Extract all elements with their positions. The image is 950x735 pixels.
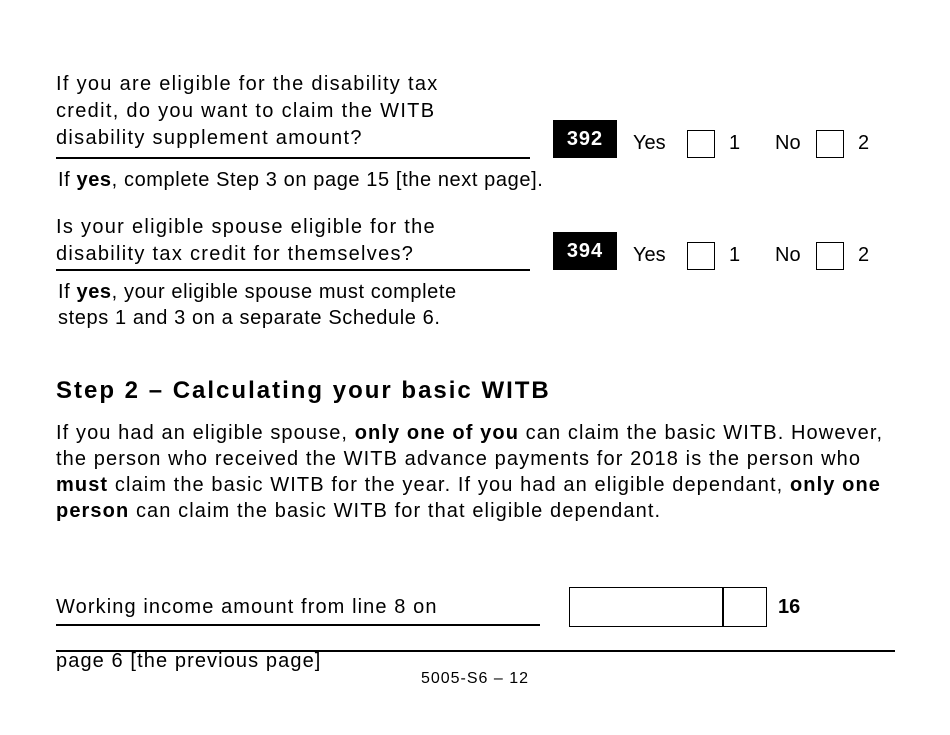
q394-no-label: No <box>775 244 801 266</box>
q394-no-value: 2 <box>858 244 870 266</box>
question-394-text: Is your eligible spouse eligible for the disability tax credit for themselves? <box>56 216 436 265</box>
q392-no-label: No <box>775 132 801 154</box>
line-16-cents-field[interactable] <box>722 587 767 627</box>
line-16-label-line1: Working income amount from line 8 on <box>56 596 438 618</box>
question-394-underline <box>56 269 530 271</box>
q392-yes-checkbox[interactable] <box>687 130 715 158</box>
question-392-text: If you are eligible for the disability tax credit, do you want to claim the WITB disability supplement amount? <box>56 73 439 149</box>
step-2-paragraph <box>56 420 886 524</box>
step-2-text-4: can claim the basic WITB for that eligible dependant. <box>129 500 662 522</box>
q392-note <box>58 167 543 193</box>
step-2-bold-3: only one person <box>56 474 882 522</box>
q392-yes-label: Yes <box>633 132 666 154</box>
step-2-text-3: claim the basic WITB for the year. If you had an eligible dependant, <box>108 474 790 496</box>
step-2-heading: Step 2 – Calculating your basic WITB <box>56 377 551 404</box>
q394-note-bold: yes <box>76 281 112 303</box>
q394-note-line2: steps 1 and 3 on a separate Schedule 6. <box>58 307 441 329</box>
step-2-bold-2: must <box>56 474 109 496</box>
step-2-text-2: can claim the basic WITB. However, the person who received the WITB advance payments for 2018 is the person who <box>56 422 884 470</box>
step-2-bold-1: only one of you <box>354 422 520 444</box>
line-code-394: 394 <box>553 232 617 270</box>
page-number: 5005-S6 – 12 <box>420 670 530 687</box>
q394-no-checkbox[interactable] <box>816 242 844 270</box>
line-16-dollars-field[interactable] <box>569 587 724 627</box>
q394-note-prefix: If <box>58 281 77 303</box>
q394-yes-value: 1 <box>729 244 741 266</box>
q394-yes-label: Yes <box>633 244 666 266</box>
line-16-number: 16 <box>778 596 801 618</box>
q394-note <box>58 279 457 331</box>
footer-rule <box>56 650 895 652</box>
q392-note-bold: yes <box>76 169 112 191</box>
step-2-text-1: If you had an eligible spouse, <box>56 422 355 444</box>
line-code-392: 392 <box>553 120 617 158</box>
line-16-label-line2: page 6 [the previous page] <box>56 650 322 672</box>
question-392-underline <box>56 157 530 159</box>
q394-note-rest: , your eligible spouse must complete <box>111 281 457 303</box>
line-16-underline <box>56 624 540 626</box>
q394-yes-checkbox[interactable] <box>687 242 715 270</box>
q392-yes-value: 1 <box>729 132 741 154</box>
q392-no-checkbox[interactable] <box>816 130 844 158</box>
q392-note-rest: , complete Step 3 on page 15 [the next page]. <box>111 169 544 191</box>
q392-note-prefix: If <box>58 169 77 191</box>
q392-no-value: 2 <box>858 132 870 154</box>
